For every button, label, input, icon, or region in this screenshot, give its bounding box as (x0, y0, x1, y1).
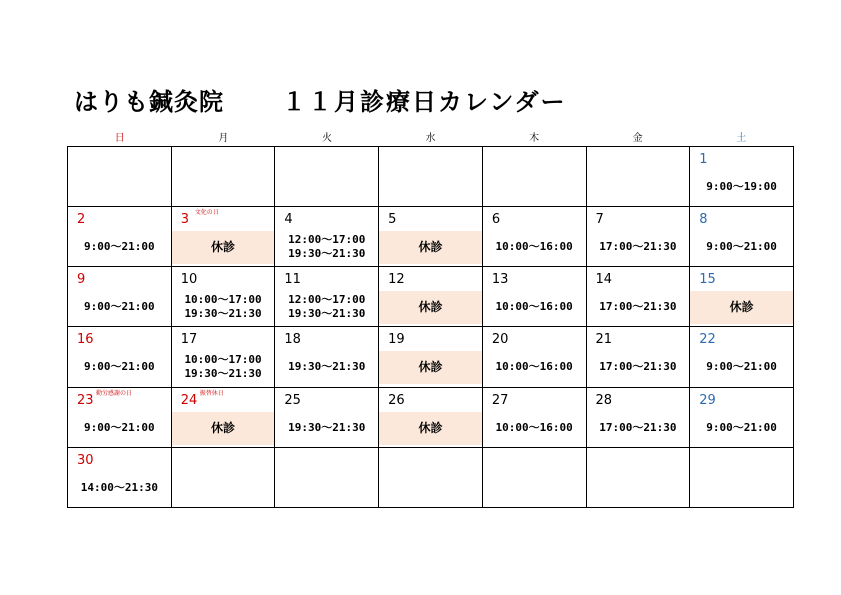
empty-cell (586, 447, 690, 507)
hours-line: 19:30〜21:30 (288, 307, 366, 321)
day-cell (68, 267, 172, 327)
calendar-week (68, 387, 794, 447)
calendar-week (68, 147, 794, 207)
office-hours (587, 358, 690, 376)
day-number: 22 (699, 332, 716, 348)
office-hours (68, 358, 171, 376)
holiday-name: 勤労感謝の日 (96, 389, 133, 397)
day-cell (586, 267, 690, 327)
day-cell (690, 327, 794, 387)
day-cell (586, 387, 690, 447)
calendar-week (68, 207, 794, 267)
empty-cell (690, 447, 794, 507)
hours-line: 10:00〜16:00 (495, 300, 573, 314)
day-cell (171, 267, 275, 327)
day-number: 4 (284, 212, 293, 228)
office-hours (68, 298, 171, 316)
day-number: 3 (180, 212, 189, 228)
day-cell (68, 447, 172, 507)
hours-line: 19:30〜21:30 (184, 307, 262, 321)
weekday-label: 火 (321, 133, 332, 144)
day-number: 13 (491, 272, 509, 288)
hours-line: 9:00〜21:00 (84, 420, 155, 434)
day-number: 10 (180, 272, 198, 288)
day-number: 18 (284, 332, 301, 348)
hours-line: 9:00〜21:00 (706, 360, 777, 374)
day-cell (690, 147, 794, 207)
day-cell (482, 267, 586, 327)
day-number: 6 (491, 212, 501, 228)
hours-line: 9:00〜21:00 (706, 240, 777, 254)
hours-line: 9:00〜21:00 (84, 300, 155, 314)
day-cell (68, 207, 172, 267)
empty-cell (275, 147, 379, 207)
hours-line: 12:00〜17:00 (288, 233, 366, 247)
day-number: 21 (595, 332, 613, 348)
empty-cell (482, 447, 586, 507)
calendar-week (68, 267, 794, 327)
office-hours (690, 358, 793, 376)
clinic-name: はりも鍼灸院 (74, 88, 224, 116)
day-cell (690, 207, 794, 267)
day-cell (171, 207, 275, 267)
closed-label: 休診 (379, 412, 482, 445)
hours-line: 9:00〜19:00 (706, 180, 777, 193)
weekday-label: 金 (632, 133, 643, 144)
hours-line: 10:00〜16:00 (495, 420, 573, 434)
calendar-title: １１月診療日カレンダー (282, 88, 567, 116)
office-hours (275, 233, 378, 263)
office-hours (68, 419, 171, 437)
hours-line: 9:00〜21:00 (84, 360, 155, 374)
closed-label: 休診 (690, 291, 793, 324)
day-cell (68, 327, 172, 387)
day-cell (586, 207, 690, 267)
hours-line: 19:30〜21:30 (288, 247, 366, 261)
day-number: 19 (388, 332, 405, 348)
office-hours (275, 293, 378, 323)
day-number: 23 (77, 392, 94, 408)
office-hours (587, 298, 690, 316)
calendar-grid (67, 146, 794, 508)
weekday-header (68, 133, 793, 145)
day-number: 27 (491, 392, 509, 408)
day-cell (379, 267, 483, 327)
day-cell (482, 207, 586, 267)
empty-cell (379, 447, 483, 507)
day-number: 5 (388, 212, 397, 228)
hours-line: 19:30〜21:30 (288, 360, 366, 374)
day-cell (275, 327, 379, 387)
day-cell (690, 387, 794, 447)
day-cell (379, 387, 483, 447)
day-cell (482, 387, 586, 447)
closed-label: 休診 (379, 291, 482, 324)
day-number: 11 (284, 272, 301, 288)
day-cell (379, 327, 483, 387)
day-cell (690, 267, 794, 327)
day-number: 25 (284, 392, 301, 408)
hours-line: 19:30〜21:30 (184, 367, 262, 381)
hours-line: 10:00〜17:00 (184, 293, 262, 307)
day-cell (482, 327, 586, 387)
day-cell (68, 387, 172, 447)
weekday-label: 月 (218, 133, 229, 144)
hours-line: 9:00〜21:00 (84, 240, 155, 254)
office-hours (690, 419, 793, 437)
hours-line: 10:00〜17:00 (184, 353, 262, 367)
day-number: 16 (77, 332, 94, 348)
day-number: 12 (388, 272, 405, 288)
day-number: 8 (699, 212, 708, 228)
office-hours (587, 419, 690, 437)
hours-line: 9:00〜21:00 (706, 420, 777, 434)
hours-line: 17:00〜21:30 (599, 300, 677, 314)
empty-cell (379, 147, 483, 207)
office-hours (172, 293, 275, 323)
day-cell (586, 327, 690, 387)
closed-label: 休診 (379, 231, 482, 264)
day-number: 17 (180, 332, 198, 348)
hours-line: 17:00〜21:30 (599, 240, 677, 254)
calendar-week (68, 327, 794, 387)
empty-cell (171, 147, 275, 207)
hours-line: 19:30〜21:30 (288, 420, 366, 434)
office-hours (587, 238, 690, 256)
weekday-label: 水 (425, 133, 436, 144)
hours-line: 10:00〜16:00 (495, 240, 573, 254)
empty-cell (275, 447, 379, 507)
office-hours (483, 358, 586, 376)
holiday-name: 文化の日 (194, 209, 219, 217)
empty-cell (68, 147, 172, 207)
day-cell (379, 207, 483, 267)
office-hours (68, 238, 171, 256)
empty-cell (171, 447, 275, 507)
day-number: 1 (699, 152, 708, 167)
hours-line: 12:00〜17:00 (288, 293, 366, 307)
office-hours (172, 353, 275, 383)
day-cell (171, 387, 275, 447)
day-cell (275, 207, 379, 267)
closed-label: 休診 (172, 412, 275, 445)
day-number: 30 (77, 452, 94, 468)
hours-line: 17:00〜21:30 (599, 420, 677, 434)
day-number: 28 (595, 392, 613, 408)
office-hours (275, 419, 378, 437)
closed-label: 休診 (172, 231, 275, 264)
empty-cell (586, 147, 690, 207)
day-number: 24 (180, 392, 198, 408)
day-number: 20 (491, 332, 509, 348)
office-hours (483, 238, 586, 256)
office-hours (68, 479, 171, 497)
day-cell (275, 267, 379, 327)
day-number: 2 (77, 212, 86, 228)
weekday-label: 木 (529, 133, 540, 144)
calendar-week (68, 447, 794, 507)
empty-cell (482, 147, 586, 207)
holiday-name: 振替休日 (199, 389, 224, 397)
hours-line: 10:00〜16:00 (495, 360, 573, 374)
office-hours (483, 419, 586, 437)
day-number: 26 (388, 392, 405, 408)
hours-line: 14:00〜21:30 (80, 480, 158, 494)
day-number: 9 (77, 272, 86, 288)
weekday-label: 日 (114, 133, 125, 144)
office-hours (275, 358, 378, 376)
day-number: 15 (699, 272, 716, 288)
office-hours (690, 178, 793, 196)
day-number: 29 (699, 392, 716, 408)
hours-line: 17:00〜21:30 (599, 360, 677, 374)
day-cell (171, 327, 275, 387)
day-number: 14 (595, 272, 613, 288)
day-number: 7 (595, 212, 604, 228)
weekday-label: 土 (736, 133, 747, 144)
office-hours (483, 298, 586, 316)
office-hours (690, 238, 793, 256)
closed-label: 休診 (379, 351, 482, 384)
day-cell (275, 387, 379, 447)
